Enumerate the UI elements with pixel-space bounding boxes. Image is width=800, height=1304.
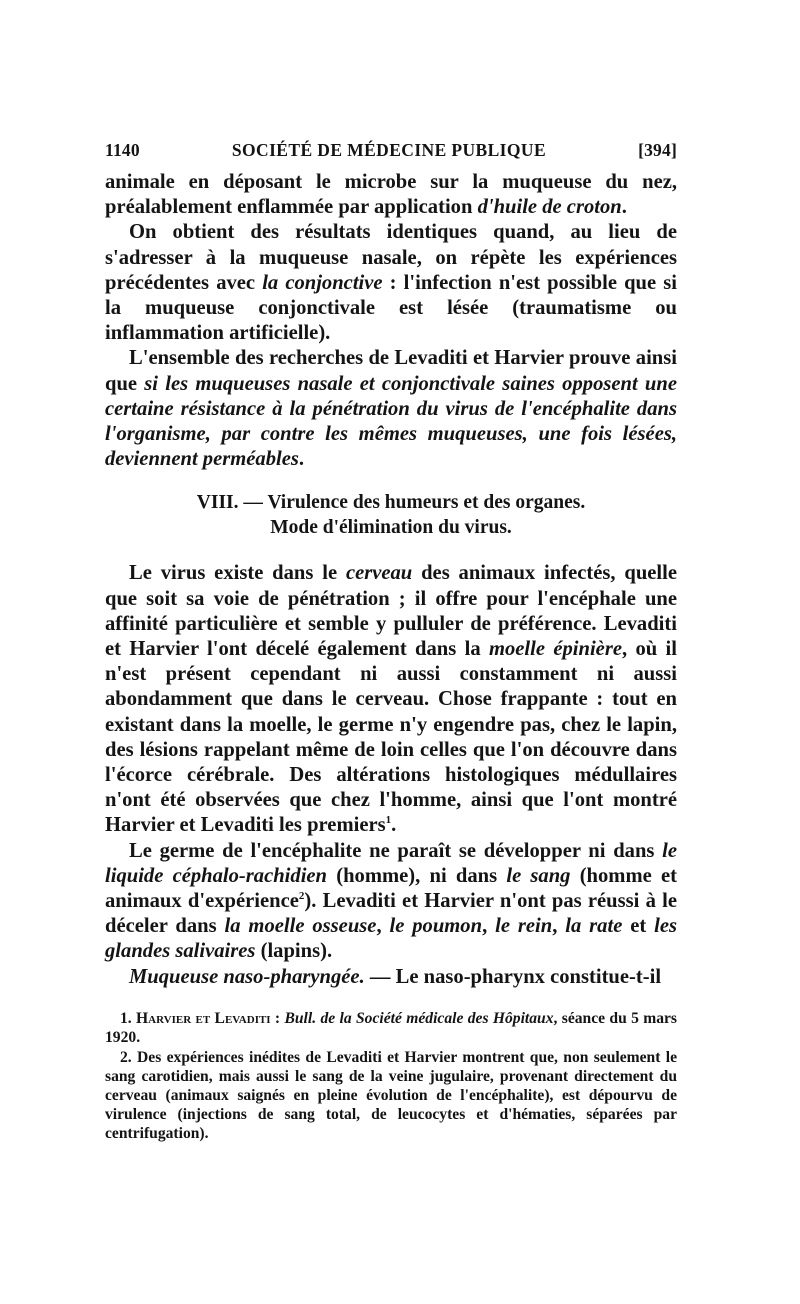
text-run: L'ensemble des recherches de Levaditi et Harvier prouve ainsi que — [105, 347, 677, 395]
section-heading — [105, 490, 677, 540]
footnotes — [105, 1010, 677, 1144]
section-title-line-2: Mode d'élimination du virus. — [270, 517, 512, 539]
running-title: SOCIÉTÉ DE MÉDECINE PUBLIQUE — [231, 140, 547, 160]
italic-run: cerveau — [345, 562, 413, 585]
text-run: , — [552, 915, 566, 938]
text-run: . — [298, 448, 305, 471]
section-dash: — — [243, 492, 263, 514]
footnote-marker: 2 — [298, 890, 305, 903]
text-run: , — [376, 915, 390, 938]
text-run: — Le naso-pharynx constitue-t-il — [364, 965, 662, 988]
footnote-text: Des expériences inédites de Levaditi et Harvier montrent que, non seulement le sang carotidien, mais aussi le sang de la veine jugulaire, provenant directement du cerveau (animaux saignés en pleine évolution de l'encéphalite), est dépourvu de virulence (injections de sang total, de leucocytes et d'hématies, séparées par centrifugation). — [105, 1049, 677, 1142]
text-run: , séance du 5 mars 1920. — [105, 1009, 677, 1046]
text-run: (lapins). — [255, 940, 333, 963]
italic-run: la conjonctive — [262, 271, 383, 294]
text-run: Le germe de l'encéphalite ne paraît se développer ni dans — [129, 839, 663, 862]
paragraph — [105, 965, 677, 990]
paragraph — [105, 346, 677, 472]
section-heading-line-1 — [105, 490, 677, 515]
body-text — [105, 170, 677, 990]
text-run: On obtient des résultats identiques quand, au lieu de s'adresser à la muqueuse nasale, on répète les expériences précédentes avec — [105, 221, 677, 294]
paragraph — [105, 220, 677, 346]
footnote-number: 2. — [120, 1049, 132, 1067]
italic-run: le sang — [506, 864, 571, 887]
text-run: (homme), ni dans — [327, 864, 507, 887]
text-run: , où il n'est présent cependant ni aussi constamment ni aussi abondamment que dans le cerveau. Chose frappante : tout en existant dans la moelle, le germe n'y engendre pas, chez le lapin, des lésions rappelant même de loin celles que l'on découvre dans l'écorce cérébrale. Des altérations histologiques médullaires n'ont été observées que chez l'homme, ainsi que l'ont montré Harvier et Levaditi les premiers — [105, 638, 677, 837]
page-number: 1140 — [105, 140, 140, 160]
text-run: (homme et animaux d'expérience — [105, 864, 677, 913]
text-run: ). Levaditi et Harvier n'ont pas réussi à le déceler dans — [105, 890, 678, 938]
footnote-number: 1. — [120, 1009, 132, 1027]
page-header — [105, 140, 677, 170]
document-page — [105, 140, 677, 1143]
paragraph — [105, 561, 677, 838]
paragraph — [105, 839, 677, 965]
italic-run: si les muqueuses nasale et conjonctivale saines opposent une certaine résistance à la pénétration du virus de l'encéphalite dans l'organisme, par contre les mêmes muqueuses, une fois lésées, deviennent perméables — [105, 372, 677, 471]
section-number: VIII. — [196, 492, 239, 514]
text-run: animale en déposant le microbe sur la muqueuse du nez, préalablement enflammée par application — [105, 171, 677, 219]
italic-run: le rein — [495, 915, 553, 938]
text-run: : — [270, 1009, 285, 1027]
text-run: des animaux infectés, quelle que soit sa voie de pénétration ; il offre pour l'encéphale une affinité particulière et semble y pulluler de préférence. Levaditi et Harvier l'ont décelé également dans la — [105, 562, 677, 661]
text-run: Le virus existe dans le — [129, 562, 346, 585]
italic-run: le poumon — [389, 915, 483, 938]
text-run: et — [622, 915, 655, 938]
italic-run: d'huile de croton — [477, 196, 622, 219]
italic-run: la rate — [565, 915, 623, 938]
text-run: . — [391, 814, 397, 837]
bracket-page-number: [394] — [638, 140, 677, 160]
footnote-journal: Bull. de la Société médicale des Hôpitaux — [284, 1009, 554, 1027]
italic-run: le liquide céphalo-rachidien — [105, 839, 677, 887]
paragraph — [105, 170, 677, 220]
italic-run: moelle épinière — [488, 638, 622, 661]
italic-run: les glandes salivaires — [105, 915, 678, 963]
text-run: , — [482, 915, 496, 938]
footnote-2 — [105, 1049, 677, 1143]
italic-run: Muqueuse naso-pharyngée. — [129, 965, 365, 988]
text-run: . — [621, 196, 627, 219]
footnote-1 — [105, 1010, 677, 1048]
text-run: : l'infection n'est possible que si la muqueuse conjonctivale est lésée (traumatisme ou inflammation artificielle). — [105, 271, 677, 345]
footnote-authors: Harvier et Levaditi — [136, 1009, 271, 1027]
section-title-line-1: Virulence des humeurs et des organes. — [267, 492, 586, 514]
footnote-marker: 1 — [385, 814, 392, 827]
italic-run: la moelle osseuse — [224, 915, 377, 938]
